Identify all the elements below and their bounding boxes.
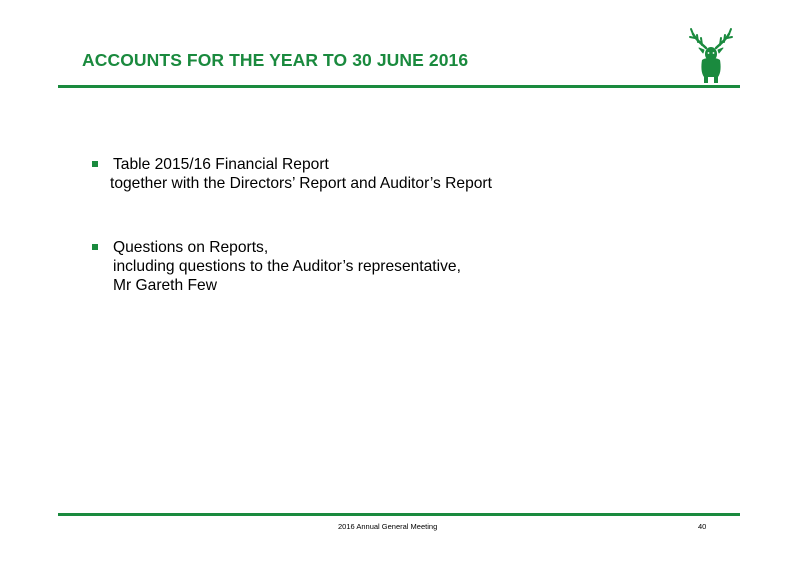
bullet-line: Table 2015/16 Financial Report (113, 156, 329, 173)
bullet-item (92, 155, 492, 193)
bullet-item (92, 238, 461, 295)
bullet-line: including questions to the Auditor’s representative, (113, 258, 461, 275)
bullet-line: Mr Gareth Few (113, 277, 217, 294)
footer-divider (58, 513, 740, 516)
slide-title: ACCOUNTS FOR THE YEAR TO 30 JUNE 2016 (82, 50, 469, 70)
bullet-line: together with the Directors’ Report and Auditor’s Report (110, 175, 492, 192)
bullet-line: Questions on Reports, (113, 239, 269, 256)
footer-event-name: 2016 Annual General Meeting (338, 522, 438, 531)
square-bullet-icon (92, 161, 98, 167)
header-divider (58, 85, 740, 88)
stag-logo-icon (688, 26, 734, 84)
page-number: 40 (698, 522, 707, 531)
square-bullet-icon (92, 244, 98, 250)
